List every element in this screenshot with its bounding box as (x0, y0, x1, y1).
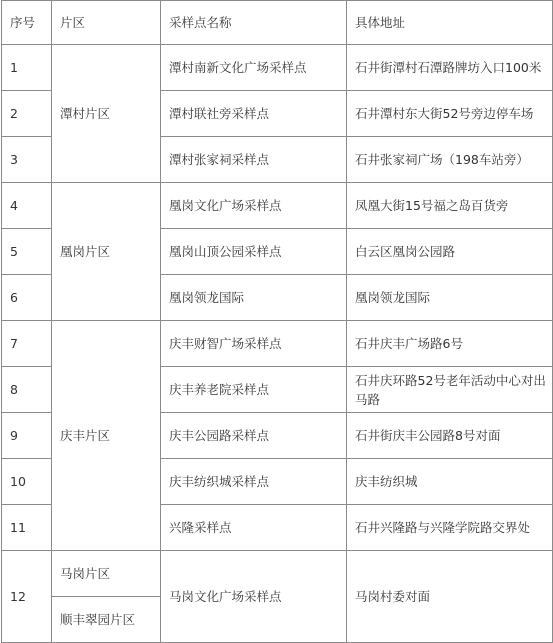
district-cell: 凰岗片区 (52, 183, 161, 321)
site-address: 庆丰纺织城 (347, 459, 553, 505)
site-address: 石井街庆丰公园路8号对面 (347, 413, 553, 459)
site-name: 潭村张家祠采样点 (161, 137, 347, 183)
header-name: 采样点名称 (161, 1, 347, 45)
header-no: 序号 (2, 1, 52, 45)
row-no: 2 (2, 91, 52, 137)
sampling-points-table-wrapper (1, 0, 552, 638)
site-address: 凤凰大街15号福之岛百货旁 (347, 183, 553, 229)
district-cell: 庆丰片区 (52, 321, 161, 551)
site-name: 潭村南新文化广场采样点 (161, 45, 347, 91)
site-name: 庆丰养老院采样点 (161, 367, 347, 413)
site-address: 石井兴隆路与兴隆学院路交界处 (347, 505, 553, 551)
site-name: 庆丰财智广场采样点 (161, 321, 347, 367)
header-district: 片区 (52, 1, 161, 45)
site-name: 潭村联社旁采样点 (161, 91, 347, 137)
table-header-row (2, 1, 553, 45)
row-no: 11 (2, 505, 52, 551)
site-name: 凰岗山顶公园采样点 (161, 229, 347, 275)
sampling-points-table (1, 0, 553, 643)
district-cell: 顺丰翠园片区 (52, 597, 161, 643)
row-no: 8 (2, 367, 52, 413)
table-row (2, 45, 553, 91)
site-name: 凰岗文化广场采样点 (161, 183, 347, 229)
row-no: 6 (2, 275, 52, 321)
site-name: 兴隆采样点 (161, 505, 347, 551)
row-no: 7 (2, 321, 52, 367)
header-address: 具体地址 (347, 1, 553, 45)
site-name: 马岗文化广场采样点 (161, 551, 347, 643)
row-no: 10 (2, 459, 52, 505)
table-row (2, 551, 553, 597)
site-address: 凰岗领龙国际 (347, 275, 553, 321)
district-cell: 马岗片区 (52, 551, 161, 597)
row-no: 3 (2, 137, 52, 183)
district-cell: 潭村片区 (52, 45, 161, 183)
site-address: 马岗村委对面 (347, 551, 553, 643)
site-address: 石井庆丰广场路6号 (347, 321, 553, 367)
site-name: 凰岗领龙国际 (161, 275, 347, 321)
site-address: 石井街潭村石潭路牌坊入口100米 (347, 45, 553, 91)
site-address: 白云区凰岗公园路 (347, 229, 553, 275)
table-row (2, 183, 553, 229)
site-address: 石井张家祠广场（198车站旁） (347, 137, 553, 183)
row-no: 5 (2, 229, 52, 275)
site-address: 石井庆环路52号老年活动中心对出马路 (347, 367, 553, 413)
row-no: 9 (2, 413, 52, 459)
site-address: 石井潭村东大街52号旁边停车场 (347, 91, 553, 137)
table-row (2, 321, 553, 367)
row-no: 12 (2, 551, 52, 643)
row-no: 1 (2, 45, 52, 91)
site-name: 庆丰公园路采样点 (161, 413, 347, 459)
site-name: 庆丰纺织城采样点 (161, 459, 347, 505)
row-no: 4 (2, 183, 52, 229)
